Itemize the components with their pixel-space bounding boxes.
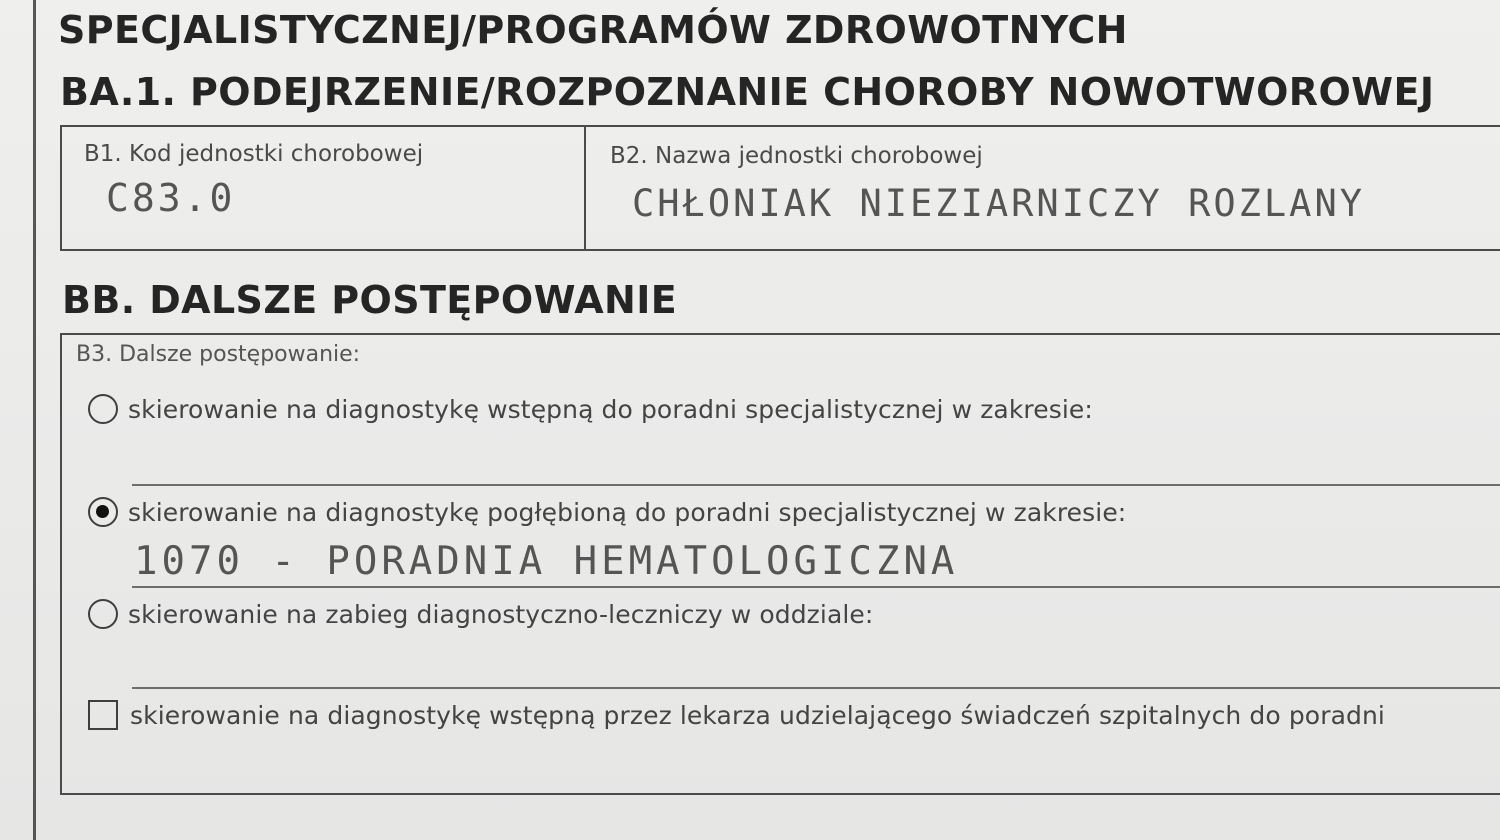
option-1-entry-line[interactable] xyxy=(132,484,1500,486)
option-diagnostic-procedure[interactable] xyxy=(88,599,873,629)
option-label: skierowanie na diagnostykę pogłębioną do poradni specjalistycznej w zakresie: xyxy=(128,497,1127,527)
option-label: skierowanie na diagnostykę wstępną przez lekarza udzielającego świadczeń szpitalnych do poradni xyxy=(130,700,1385,730)
option-advanced-diagnostics[interactable] xyxy=(88,497,1126,527)
b2-disease-name-field[interactable]: CHŁONIAK NIEZIARNICZY ROZLANY xyxy=(632,182,1366,225)
top-heading: SPECJALISTYCZNEJ/PROGRAMÓW ZDROWOTNYCH xyxy=(58,8,1128,52)
section-bb-heading: BB. DALSZE POSTĘPOWANIE xyxy=(62,278,678,322)
b3-label: B3. Dalsze postępowanie: xyxy=(76,342,361,367)
option-label: skierowanie na zabieg diagnostyczno-leczniczy w oddziale: xyxy=(128,599,874,629)
b1-disease-code-field[interactable]: C83.0 xyxy=(106,176,236,220)
b2-label: B2. Nazwa jednostki chorobowej xyxy=(610,143,983,169)
radio-icon[interactable] xyxy=(88,599,118,629)
option-initial-diagnostics[interactable] xyxy=(88,394,1093,424)
option-hospital-initial-diagnostics[interactable] xyxy=(88,700,1385,730)
radio-selected-icon[interactable] xyxy=(88,497,118,527)
radio-icon[interactable] xyxy=(88,394,118,424)
checkbox-icon[interactable] xyxy=(88,700,118,730)
option-label: skierowanie na diagnostykę wstępną do poradni specjalistycznej w zakresie: xyxy=(128,394,1093,424)
left-edge-rule xyxy=(33,0,36,840)
option-3-entry-line[interactable] xyxy=(132,687,1500,689)
option-2-entry-value[interactable]: 1070 - PORADNIA HEMATOLOGICZNA xyxy=(134,539,959,584)
b1-label: B1. Kod jednostki chorobowej xyxy=(84,141,424,167)
section-ba1-heading: BA.1. PODEJRZENIE/ROZPOZNANIE CHOROBY NOWOTWOROWEJ xyxy=(60,70,1435,114)
option-2-entry-line xyxy=(132,586,1500,588)
diagnosis-box-divider xyxy=(584,127,586,250)
